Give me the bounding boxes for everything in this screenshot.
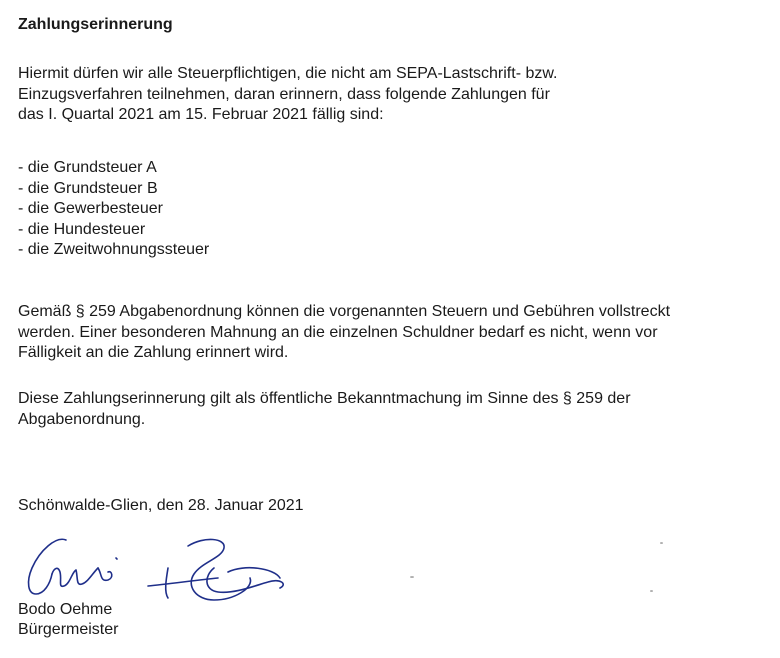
tax-list-item: - die Zweitwohnungssteuer: [18, 241, 210, 258]
intro-paragraph: Hiermit dürfen wir alle Steuerpflichtigen, die nicht am SEPA-Lastschrift- bzw. Einzugsverfahren teilnehmen, daran erinnern, dass folgende Zahlungen für das I. Quartal 2021 am 15. Februar 2021 fällig sind:: [18, 65, 558, 123]
tax-list-item: - die Grundsteuer B: [18, 179, 158, 197]
scan-speck: [410, 576, 414, 578]
place-date: Schönwalde-Glien, den 28. Januar 2021: [18, 497, 304, 514]
scan-speck: [650, 590, 653, 592]
scan-speck: [660, 542, 663, 544]
signatory-name: Bodo Oehme: [18, 601, 113, 618]
tax-list: [18, 158, 209, 261]
tax-list-item: - die Hundesteuer: [18, 220, 146, 238]
document-title: Zahlungserinnerung: [18, 16, 173, 33]
tax-list-item: - die Gewerbesteuer: [18, 200, 163, 217]
enforcement-paragraph: Gemäß § 259 Abgabenordnung können die vorgenannten Steuern und Gebühren vollstreckt werden. Einer besonderen Mahnung an die einzelnen Schuldner bedarf es nicht, wenn vor Fälligkeit an die Zahlung erinnert wird.: [18, 303, 671, 361]
signatory-role: Bürgermeister: [18, 621, 119, 638]
notice-paragraph: Diese Zahlungserinnerung gilt als öffentliche Bekanntmachung im Sinne des § 259 der Abgabenordnung.: [18, 390, 631, 428]
tax-list-item: - die Grundsteuer A: [18, 159, 157, 176]
